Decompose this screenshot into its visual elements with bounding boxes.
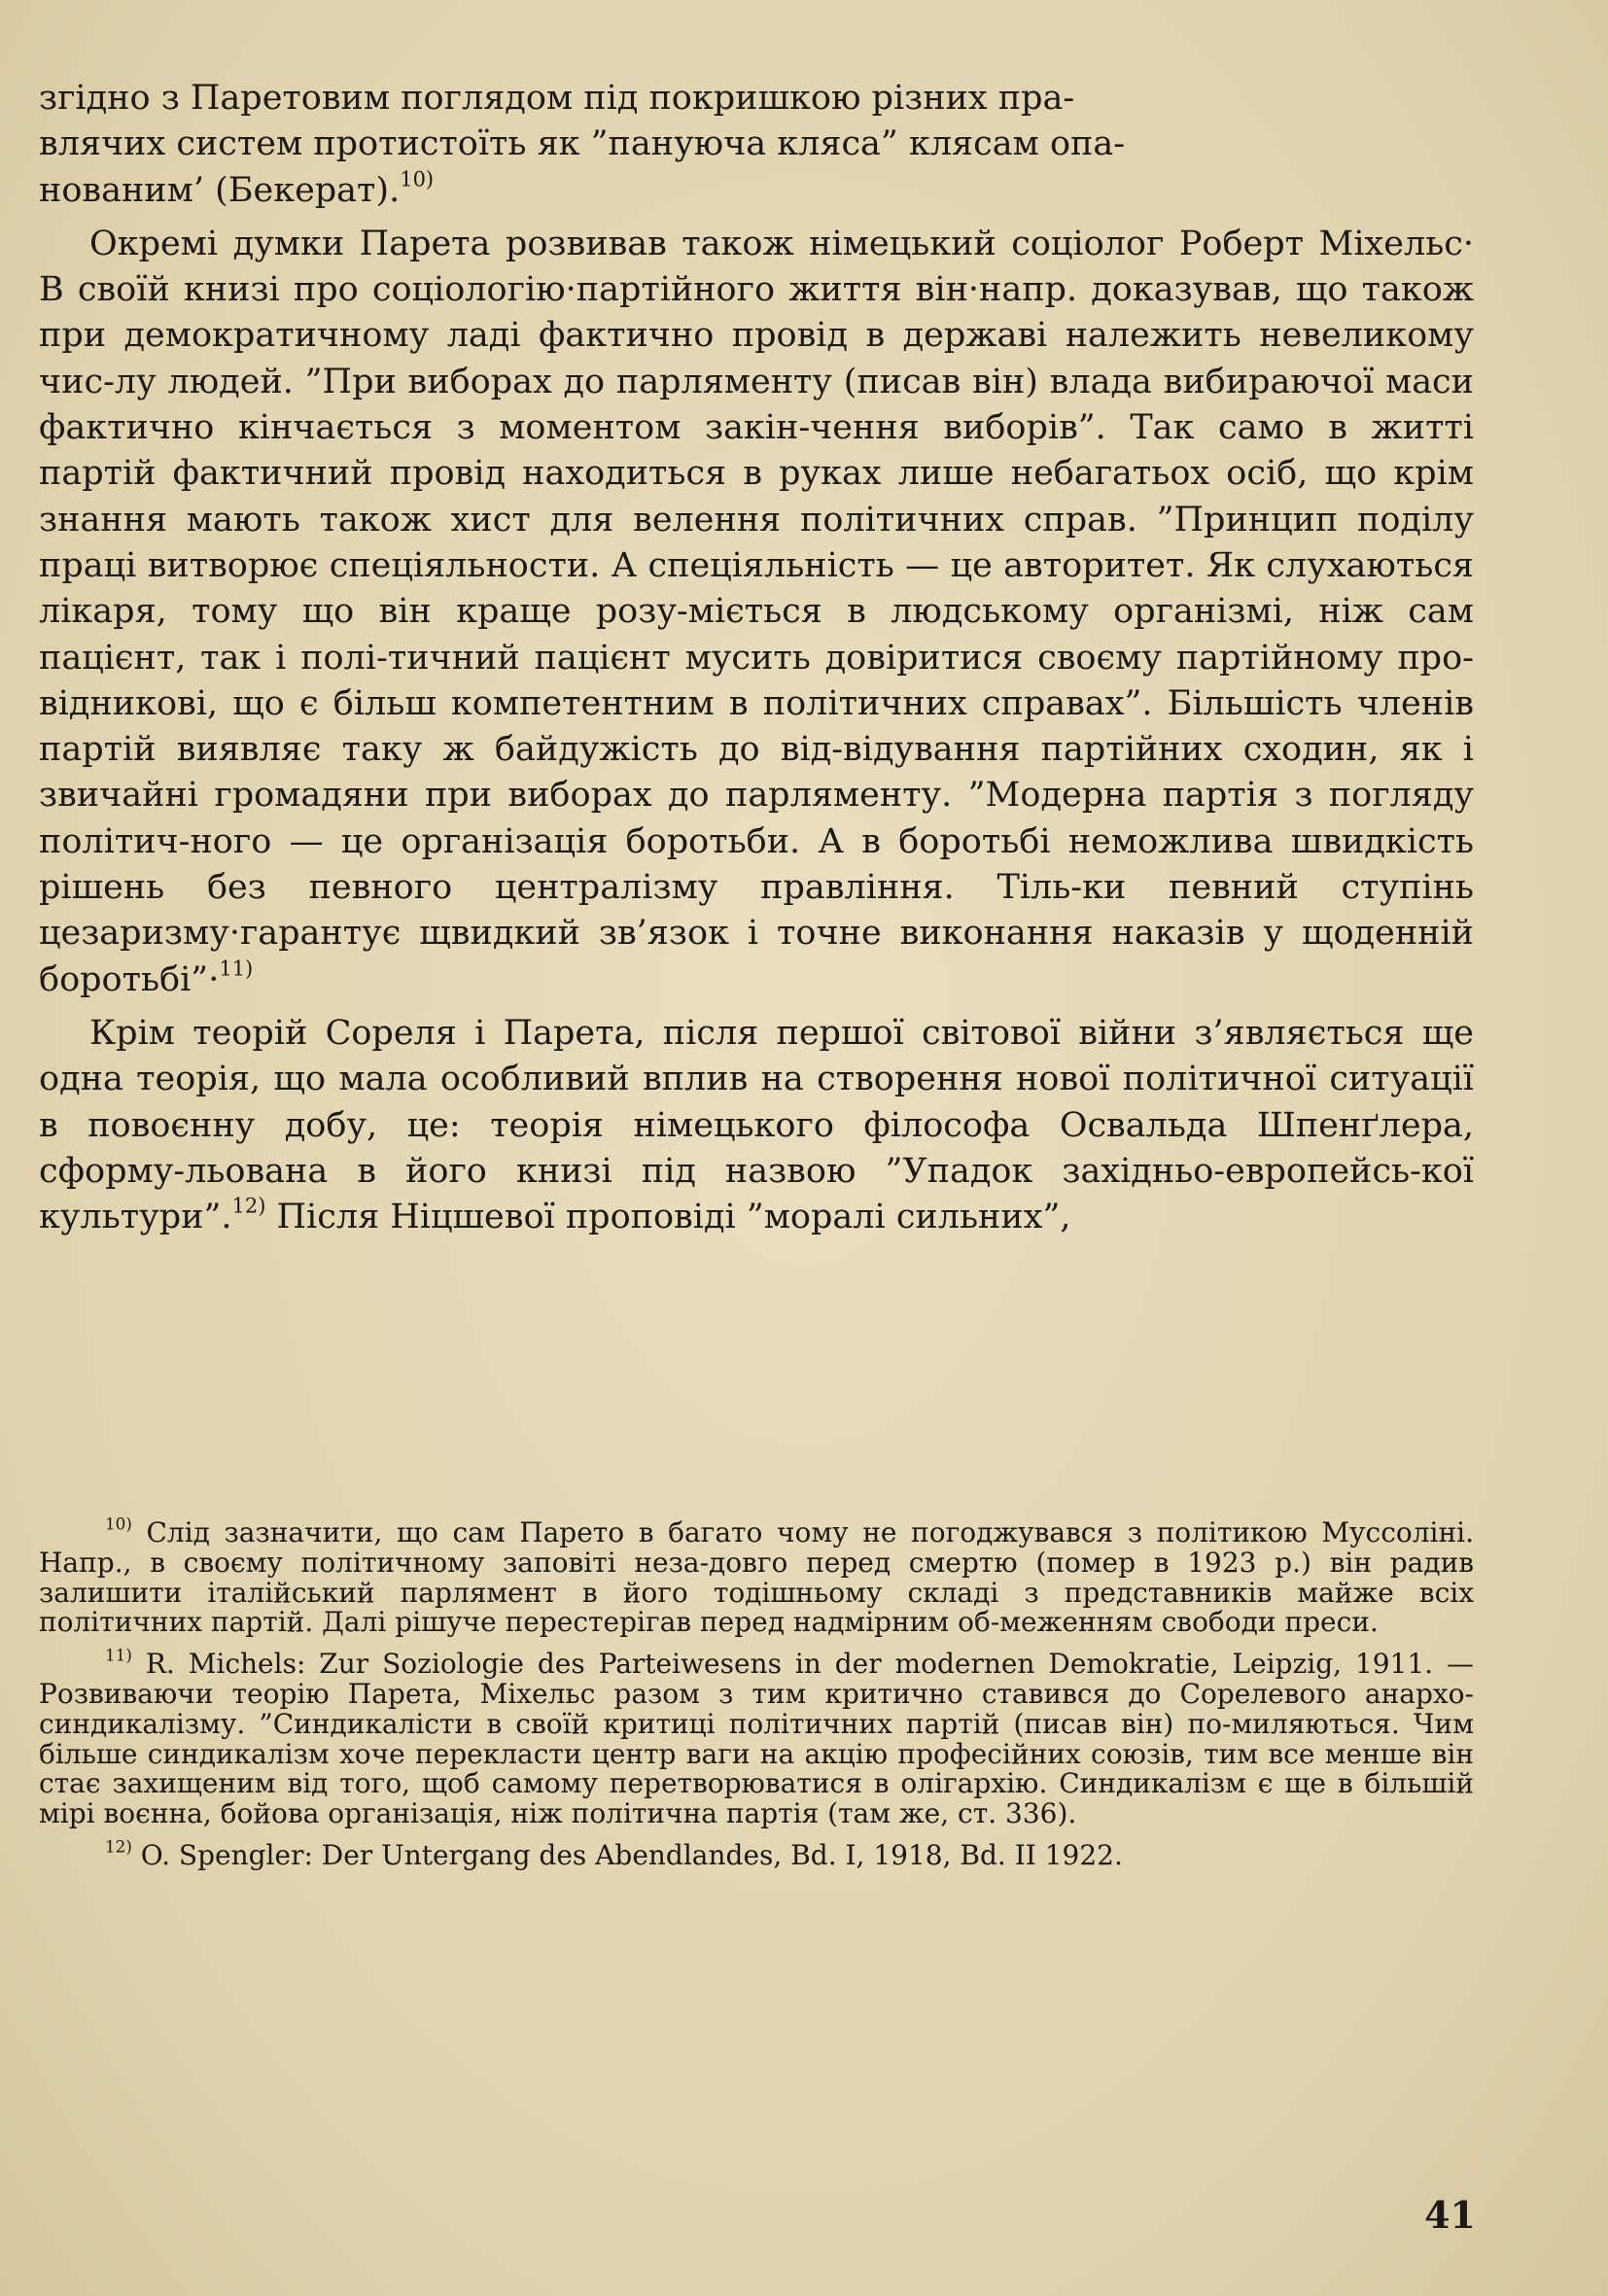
main-text <box>39 76 1474 1248</box>
paragraph-2 <box>39 222 1474 1003</box>
footnote-marker: 10) <box>105 1513 132 1534</box>
footnote-11 <box>39 1645 1474 1830</box>
p1-line-2: влячих систем протистоїть як ”пануюча кляса” клясам опа- <box>39 124 1126 164</box>
paragraph-1 <box>39 76 1474 214</box>
footnote-10 <box>39 1513 1474 1639</box>
p3-text-b: Після Ніцшевої проповіді ”моралі сильних”, <box>265 1198 1071 1237</box>
p1-line-3: нованим’ (Бекерат). <box>39 170 401 210</box>
p3-text-a: Крім теорій Сореля і Парета, після першої світової війни з’являється ще одна теорія, що мала особливий вплив на створення нової політичної ситуації в повоєнну добу, це: теорія німецького філософа Освальда Шпенґлера, сформу-льована в його книзі під назвою ”Упадок західньо-европейсь-кої культури”. <box>39 1013 1474 1237</box>
footnotes <box>39 1513 1474 1883</box>
p1-line-1: згідно з Паретовим поглядом під покришкою різних пра- <box>39 79 1075 118</box>
footnote-text: R. Michels: Zur Soziologie des Parteiwesens in der modernen Demokratie, Leipzig, 1911. — Розвиваючи теорію Парета, Міхельс разом з тим критично ставився до Сорелевого анархо-синдикалізму. ”Синдикалісти в своїй критиці політичних партій (писав він) по-миляються. Чим більше синдикалізм хоче перекласти центр ваги на акцію професійних союзів, тим все менше він стає захищеним від того, щоб самому перетворюватися в олігархію. Синдикалізм є ще в більшій мірі воєнна, бойова організація, ніж політична партія (там же, ст. 336). <box>39 1648 1474 1830</box>
p2-text: Окремі думки Парета розвивав також німецький соціолог Роберт Міхельс· В своїй книзі про соціологію·партійного життя він·напр. доказував, що також при демократичному ладі фактично провід в державі належить невеликому чис-лу людей. ”При виборах до парляменту (писав він) влада вибираючої маси фактично кінчається з моментом закін-чення виборів”. Так само в житті партій фактичний провід находиться в руках лише небагатьох осіб, що крім знання мають також хист для велення політичних справ. ”Принцип поділу праці витворює спеціяльности. А спеціяльність — це авторитет. Як слухаються лікаря, тому що він краще розу-міється в людському організмі, ніж сам пацієнт, так і полі-тичний пацієнт мусить довіритися своєму партійному про-відникові, що є більш компетентним в політичних справах”. Більшість членів партій виявляє таку ж байдужість до від-відування партійних сходин, як і звичайні громадяни при виборах до парляменту. ”Модерна партія з погляду політич-ного — це організація боротьби. А в боротьбі неможлива швидкість рішень без певного централізму правління. Тіль-ки певний ступінь цезаризму·гарантує щвидкий зв’язок і точне виконання наказів у щоденній боротьбі”· <box>39 224 1474 999</box>
footnote-text: Слід зазначити, що сам Парето в багато чому не погоджувався з політикою Муссоліні. Напр., в своєму політичному заповіті неза-довго перед смертю (помер в 1923 р.) він радив залишити італійський парлямент в його тодішньому складі з представників майже всіх політичних партій. Далі рішуче перестерігав перед надмірним об-меженням свободи преси. <box>39 1516 1474 1639</box>
footnote-ref-11: 11) <box>219 956 254 980</box>
footnote-marker: 12) <box>105 1836 132 1857</box>
footnote-ref-12: 12) <box>231 1194 266 1218</box>
footnote-text: O. Spengler: Der Untergang des Abendlandes, Bd. I, 1918, Bd. II 1922. <box>131 1838 1123 1871</box>
footnote-ref-10: 10) <box>400 166 435 191</box>
page-number: 41 <box>1424 2193 1476 2237</box>
footnote-marker: 11) <box>105 1645 132 1665</box>
paragraph-3 <box>39 1011 1474 1240</box>
footnote-12 <box>39 1836 1474 1871</box>
